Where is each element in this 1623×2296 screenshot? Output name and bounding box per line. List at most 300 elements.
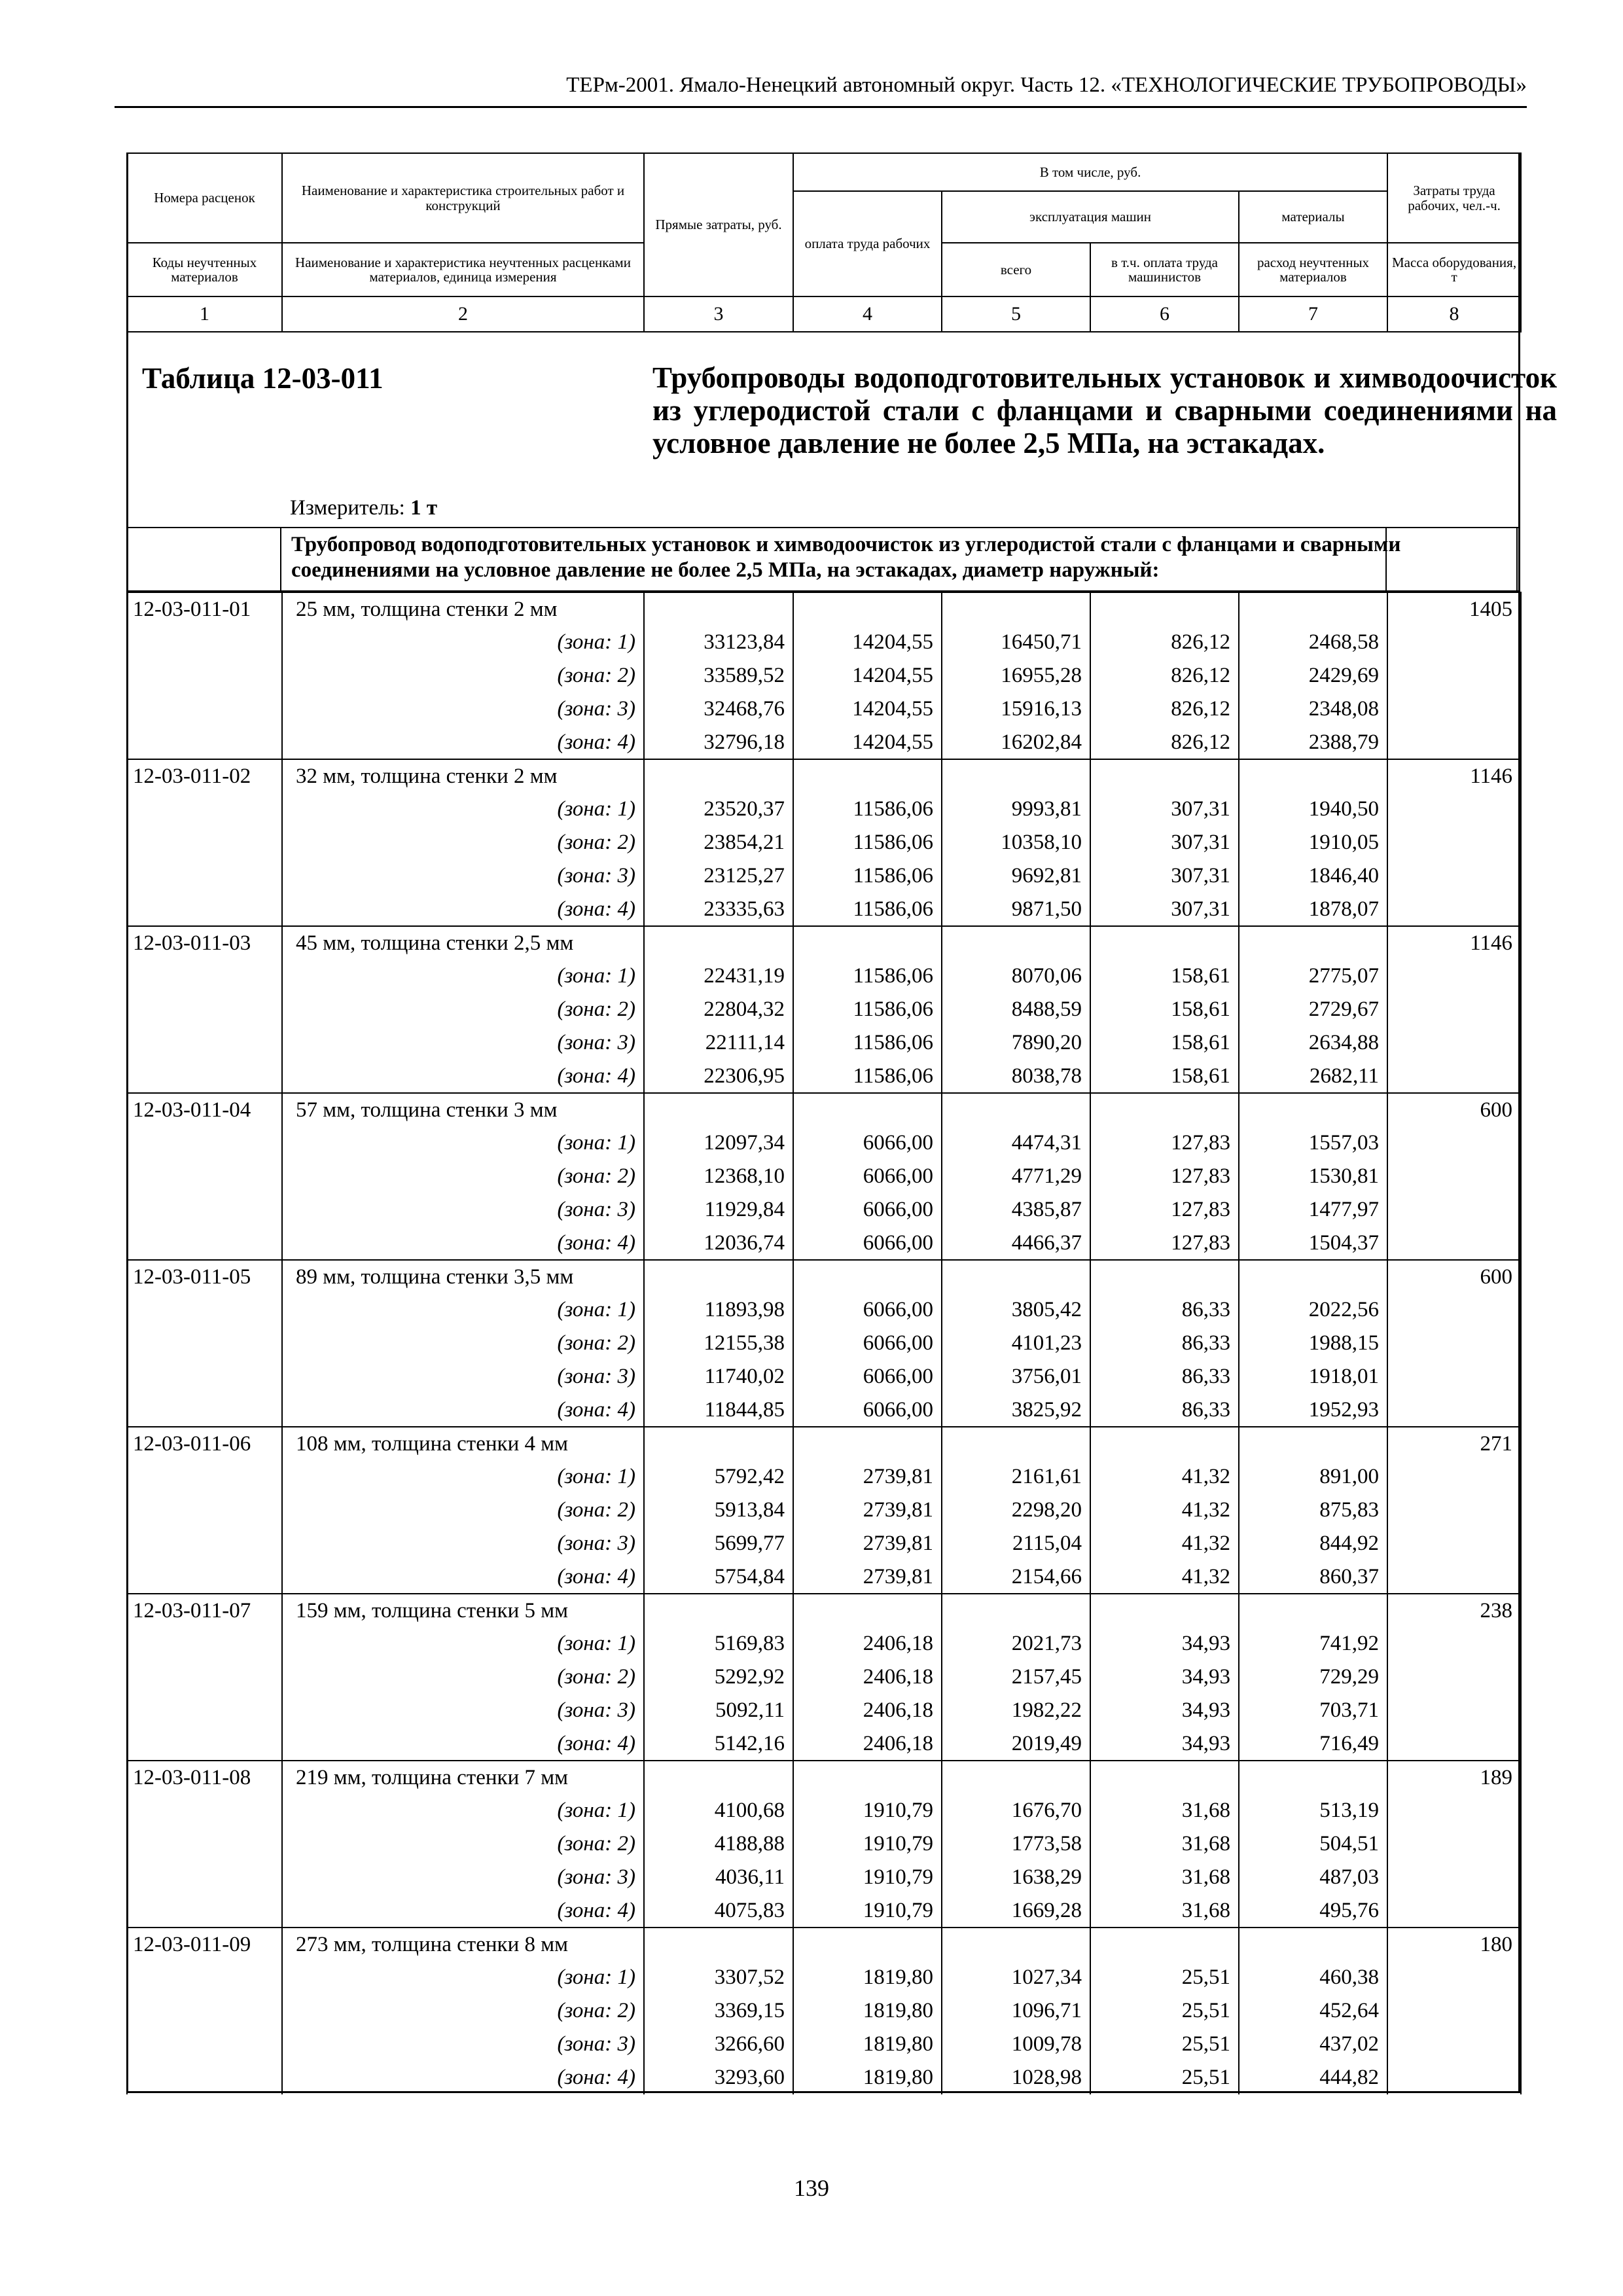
- zone-label: (зона: 3): [282, 1360, 644, 1393]
- zone-row: [127, 1727, 1521, 1761]
- materials-cost: 2468,58: [1239, 626, 1387, 659]
- worker-pay: 1819,80: [793, 2061, 942, 2094]
- direct-costs: 4100,68: [644, 1794, 793, 1827]
- machines-total: 1773,58: [942, 1827, 1090, 1861]
- worker-pay: 14204,55: [793, 626, 942, 659]
- empty-cell: [1387, 726, 1521, 759]
- zone-label: (зона: 3): [282, 692, 644, 726]
- zone-label: (зона: 2): [282, 993, 644, 1026]
- empty-cell: [1387, 1861, 1521, 1894]
- machines-total: 4771,29: [942, 1160, 1090, 1193]
- empty-cell: [127, 1193, 282, 1227]
- machines-total: 2019,49: [942, 1727, 1090, 1761]
- empty-cell: [1090, 1928, 1239, 1961]
- empty-cell: [1387, 1727, 1521, 1761]
- empty-cell: [644, 592, 793, 626]
- header-work-name: Наименование и характеристика строительных работ и конструкций: [282, 153, 644, 243]
- empty-cell: [942, 926, 1090, 960]
- measure-value: 1 т: [410, 496, 438, 520]
- zone-row: [127, 793, 1521, 826]
- empty-cell: [127, 1293, 282, 1327]
- machinist-pay: 826,12: [1090, 626, 1239, 659]
- materials-cost: 2634,88: [1239, 1026, 1387, 1060]
- machines-total: 9993,81: [942, 793, 1090, 826]
- worker-pay: 2739,81: [793, 1560, 942, 1594]
- empty-cell: [127, 726, 282, 759]
- machinist-pay: 158,61: [1090, 993, 1239, 1026]
- zone-row: [127, 1694, 1521, 1727]
- zone-label: (зона: 4): [282, 726, 644, 759]
- empty-cell: [644, 1761, 793, 1794]
- worker-pay: 6066,00: [793, 1293, 942, 1327]
- machinist-pay: 86,33: [1090, 1393, 1239, 1427]
- labor-costs: 189: [1387, 1761, 1521, 1794]
- materials-cost: 1530,81: [1239, 1160, 1387, 1193]
- worker-pay: 2739,81: [793, 1527, 942, 1560]
- empty-cell: [1387, 826, 1521, 859]
- materials-cost: 2348,08: [1239, 692, 1387, 726]
- machinist-pay: 127,83: [1090, 1227, 1239, 1260]
- direct-costs: 11893,98: [644, 1293, 793, 1327]
- worker-pay: 2406,18: [793, 1627, 942, 1660]
- materials-cost: 1557,03: [1239, 1126, 1387, 1160]
- machines-total: 1009,78: [942, 2028, 1090, 2061]
- zone-row: [127, 626, 1521, 659]
- rate-row: [127, 1260, 1521, 1293]
- machinist-pay: 86,33: [1090, 1327, 1239, 1360]
- zone-label: (зона: 1): [282, 1293, 644, 1327]
- empty-cell: [1090, 1594, 1239, 1627]
- worker-pay: 1910,79: [793, 1794, 942, 1827]
- empty-cell: [1387, 1227, 1521, 1260]
- zone-row: [127, 1861, 1521, 1894]
- empty-cell: [127, 793, 282, 826]
- machinist-pay: 41,32: [1090, 1460, 1239, 1494]
- zone-row: [127, 893, 1521, 926]
- zone-label: (зона: 4): [282, 1060, 644, 1093]
- materials-cost: 2022,56: [1239, 1293, 1387, 1327]
- header-material-names: Наименование и характеристика неучтенных расценками материалов, единица измерения: [282, 243, 644, 296]
- zone-label: (зона: 4): [282, 893, 644, 926]
- materials-cost: 1910,05: [1239, 826, 1387, 859]
- machines-total: 2021,73: [942, 1627, 1090, 1660]
- machinist-pay: 307,31: [1090, 826, 1239, 859]
- empty-cell: [1090, 592, 1239, 626]
- empty-cell: [793, 1427, 942, 1460]
- direct-costs: 22111,14: [644, 1026, 793, 1060]
- empty-cell: [127, 626, 282, 659]
- empty-cell: [127, 1961, 282, 1994]
- zone-row: [127, 1026, 1521, 1060]
- empty-cell: [644, 759, 793, 793]
- zone-label: (зона: 1): [282, 1126, 644, 1160]
- empty-cell: [1387, 1961, 1521, 1994]
- materials-cost: 703,71: [1239, 1694, 1387, 1727]
- zone-label: (зона: 4): [282, 1393, 644, 1427]
- materials-cost: 2429,69: [1239, 659, 1387, 692]
- zone-row: [127, 692, 1521, 726]
- worker-pay: 2739,81: [793, 1494, 942, 1527]
- column-number: 2: [282, 296, 644, 332]
- machines-total: 2161,61: [942, 1460, 1090, 1494]
- work-description: 159 мм, толщина стенки 5 мм: [282, 1594, 644, 1627]
- column-number: 6: [1090, 296, 1239, 332]
- materials-cost: 513,19: [1239, 1794, 1387, 1827]
- worker-pay: 14204,55: [793, 726, 942, 759]
- direct-costs: 5699,77: [644, 1527, 793, 1560]
- worker-pay: 11586,06: [793, 993, 942, 1026]
- direct-costs: 12036,74: [644, 1227, 793, 1260]
- empty-cell: [1239, 592, 1387, 626]
- zone-label: (зона: 2): [282, 1827, 644, 1861]
- empty-cell: [942, 1260, 1090, 1293]
- section-heading: [126, 528, 1520, 592]
- materials-cost: 860,37: [1239, 1560, 1387, 1594]
- machinist-pay: 25,51: [1090, 1994, 1239, 2028]
- zone-label: (зона: 1): [282, 1794, 644, 1827]
- materials-cost: 2682,11: [1239, 1060, 1387, 1093]
- empty-cell: [1387, 1193, 1521, 1227]
- machines-total: 4385,87: [942, 1193, 1090, 1227]
- labor-costs: 600: [1387, 1260, 1521, 1293]
- column-number: 7: [1239, 296, 1387, 332]
- direct-costs: 32796,18: [644, 726, 793, 759]
- zone-label: (зона: 4): [282, 1227, 644, 1260]
- empty-cell: [1239, 1427, 1387, 1460]
- header-in-total: В том числе, руб.: [793, 153, 1387, 191]
- machinist-pay: 25,51: [1090, 1961, 1239, 1994]
- empty-cell: [793, 759, 942, 793]
- empty-cell: [127, 1560, 282, 1594]
- zone-row: [127, 1527, 1521, 1560]
- worker-pay: 2406,18: [793, 1694, 942, 1727]
- worker-pay: 11586,06: [793, 793, 942, 826]
- worker-pay: 6066,00: [793, 1193, 942, 1227]
- empty-cell: [127, 960, 282, 993]
- empty-cell: [1387, 1560, 1521, 1594]
- empty-cell: [1387, 692, 1521, 726]
- zone-label: (зона: 3): [282, 1026, 644, 1060]
- machinist-pay: 158,61: [1090, 1026, 1239, 1060]
- empty-cell: [1387, 1894, 1521, 1928]
- materials-cost: 1988,15: [1239, 1327, 1387, 1360]
- zone-label: (зона: 4): [282, 1560, 644, 1594]
- empty-cell: [127, 1627, 282, 1660]
- materials-cost: 2729,67: [1239, 993, 1387, 1026]
- empty-cell: [942, 1093, 1090, 1126]
- header-machine-operation: эксплуатация машин: [942, 191, 1239, 243]
- empty-cell: [793, 1928, 942, 1961]
- empty-cell: [127, 1393, 282, 1427]
- direct-costs: 12097,34: [644, 1126, 793, 1160]
- empty-cell: [793, 1594, 942, 1627]
- zone-row: [127, 1660, 1521, 1694]
- empty-cell: [1387, 659, 1521, 692]
- materials-cost: 1952,93: [1239, 1393, 1387, 1427]
- empty-cell: [127, 859, 282, 893]
- empty-cell: [127, 1827, 282, 1861]
- materials-cost: 891,00: [1239, 1460, 1387, 1494]
- empty-cell: [1239, 1260, 1387, 1293]
- machinist-pay: 41,32: [1090, 1560, 1239, 1594]
- materials-cost: 1504,37: [1239, 1227, 1387, 1260]
- empty-cell: [1387, 1293, 1521, 1327]
- column-number: 5: [942, 296, 1090, 332]
- materials-cost: 1918,01: [1239, 1360, 1387, 1393]
- machinist-pay: 31,68: [1090, 1827, 1239, 1861]
- worker-pay: 6066,00: [793, 1360, 942, 1393]
- machinist-pay: 826,12: [1090, 692, 1239, 726]
- zone-label: (зона: 3): [282, 1861, 644, 1894]
- machinist-pay: 41,32: [1090, 1527, 1239, 1560]
- machines-total: 16955,28: [942, 659, 1090, 692]
- direct-costs: 4188,88: [644, 1827, 793, 1861]
- zone-label: (зона: 4): [282, 1727, 644, 1761]
- header-rate-numbers: Номера расценок: [127, 153, 282, 243]
- column-number: 1: [127, 296, 282, 332]
- direct-costs: 22306,95: [644, 1060, 793, 1093]
- empty-cell: [127, 893, 282, 926]
- empty-cell: [1387, 1360, 1521, 1393]
- machinist-pay: 307,31: [1090, 859, 1239, 893]
- empty-cell: [1387, 1160, 1521, 1193]
- machinist-pay: 41,32: [1090, 1494, 1239, 1527]
- zone-row: [127, 1494, 1521, 1527]
- empty-cell: [127, 1994, 282, 2028]
- zone-label: (зона: 1): [282, 1460, 644, 1494]
- header-materials: материалы: [1239, 191, 1387, 243]
- empty-cell: [127, 1694, 282, 1727]
- running-title: ТЕРм-2001. Ямало-Ненецкий автономный округ. Часть 12. «ТЕХНОЛОГИЧЕСКИЕ ТРУБОПРОВОДЫ»: [566, 73, 1527, 97]
- empty-cell: [127, 1527, 282, 1560]
- machinist-pay: 31,68: [1090, 1861, 1239, 1894]
- zone-label: (зона: 3): [282, 1527, 644, 1560]
- column-number: 3: [644, 296, 793, 332]
- materials-cost: 437,02: [1239, 2028, 1387, 2061]
- empty-cell: [942, 759, 1090, 793]
- zone-row: [127, 659, 1521, 692]
- empty-cell: [1387, 1126, 1521, 1160]
- empty-cell: [1387, 1060, 1521, 1093]
- machines-total: 8038,78: [942, 1060, 1090, 1093]
- table-title: Трубопроводы водоподготовительных установок и химводоочисток из углеродистой стали с фланцами и сварными соединениями на условное давление не более 2,5 МПа, на эстакадах.: [652, 361, 1557, 459]
- worker-pay: 2406,18: [793, 1660, 942, 1694]
- zone-row: [127, 1327, 1521, 1360]
- worker-pay: 6066,00: [793, 1126, 942, 1160]
- rate-code: 12-03-011-02: [127, 759, 282, 793]
- worker-pay: 11586,06: [793, 893, 942, 926]
- column-number: 4: [793, 296, 942, 332]
- labor-costs: 600: [1387, 1093, 1521, 1126]
- header-unaccounted-materials: расход неучтенных материалов: [1239, 243, 1387, 296]
- empty-cell: [1387, 893, 1521, 926]
- direct-costs: 12368,10: [644, 1160, 793, 1193]
- rate-code: 12-03-011-05: [127, 1260, 282, 1293]
- worker-pay: 1910,79: [793, 1894, 942, 1928]
- empty-cell: [1387, 859, 1521, 893]
- zone-row: [127, 1460, 1521, 1494]
- empty-cell: [644, 1093, 793, 1126]
- zone-row: [127, 1126, 1521, 1160]
- zone-label: (зона: 1): [282, 793, 644, 826]
- header-material-codes: Коды неучтенных материалов: [127, 243, 282, 296]
- empty-cell: [127, 2061, 282, 2094]
- direct-costs: 4075,83: [644, 1894, 793, 1928]
- machinist-pay: 158,61: [1090, 1060, 1239, 1093]
- zone-label: (зона: 1): [282, 960, 644, 993]
- empty-cell: [1387, 1026, 1521, 1060]
- work-description: 25 мм, толщина стенки 2 мм: [282, 592, 644, 626]
- empty-cell: [1387, 1660, 1521, 1694]
- zone-row: [127, 1160, 1521, 1193]
- machines-total: 4466,37: [942, 1227, 1090, 1260]
- machinist-pay: 31,68: [1090, 1894, 1239, 1928]
- empty-cell: [1239, 1761, 1387, 1794]
- empty-cell: [127, 1894, 282, 1928]
- empty-cell: [127, 692, 282, 726]
- empty-cell: [644, 1928, 793, 1961]
- machinist-pay: 127,83: [1090, 1126, 1239, 1160]
- empty-cell: [127, 1794, 282, 1827]
- rate-row: [127, 926, 1521, 960]
- rate-code: 12-03-011-09: [127, 1928, 282, 1961]
- machines-total: 9692,81: [942, 859, 1090, 893]
- rate-code: 12-03-011-08: [127, 1761, 282, 1794]
- zone-row: [127, 1560, 1521, 1594]
- empty-cell: [942, 1427, 1090, 1460]
- machines-total: 4101,23: [942, 1327, 1090, 1360]
- empty-cell: [1239, 759, 1387, 793]
- empty-cell: [644, 1260, 793, 1293]
- rate-row: [127, 1761, 1521, 1794]
- empty-cell: [793, 592, 942, 626]
- empty-cell: [127, 1060, 282, 1093]
- direct-costs: 32468,76: [644, 692, 793, 726]
- direct-costs: 22431,19: [644, 960, 793, 993]
- machines-total: 1638,29: [942, 1861, 1090, 1894]
- page-number: 139: [794, 2175, 829, 2201]
- header-worker-pay: оплата труда рабочих: [793, 191, 942, 296]
- empty-cell: [1387, 2061, 1521, 2094]
- zone-label: (зона: 1): [282, 1627, 644, 1660]
- header-direct-costs: Прямые затраты, руб.: [644, 153, 793, 296]
- zone-label: (зона: 2): [282, 1660, 644, 1694]
- zone-row: [127, 1360, 1521, 1393]
- worker-pay: 2406,18: [793, 1727, 942, 1761]
- empty-cell: [127, 1327, 282, 1360]
- column-header-table: [126, 152, 1522, 332]
- direct-costs: 3266,60: [644, 2028, 793, 2061]
- materials-cost: 2388,79: [1239, 726, 1387, 759]
- empty-cell: [644, 926, 793, 960]
- rate-row: [127, 592, 1521, 626]
- section-title: Трубопровод водоподготовительных установок и химводоочисток из углеродистой стали с фланцами и сварными соединениями на условное давление не более 2,5 МПа, на эстакадах, диаметр наружный:: [291, 533, 1401, 582]
- direct-costs: 5169,83: [644, 1627, 793, 1660]
- header-equipment-mass: Масса оборудования, т: [1387, 243, 1521, 296]
- labor-costs: 1405: [1387, 592, 1521, 626]
- direct-costs: 5913,84: [644, 1494, 793, 1527]
- zone-row: [127, 859, 1521, 893]
- zone-row: [127, 1060, 1521, 1093]
- rate-code: 12-03-011-03: [127, 926, 282, 960]
- zone-row: [127, 1961, 1521, 1994]
- machinist-pay: 127,83: [1090, 1160, 1239, 1193]
- empty-cell: [1387, 1327, 1521, 1360]
- empty-cell: [1090, 926, 1239, 960]
- machines-total: 9871,50: [942, 893, 1090, 926]
- empty-cell: [127, 1727, 282, 1761]
- zone-row: [127, 1393, 1521, 1427]
- rate-code: 12-03-011-06: [127, 1427, 282, 1460]
- empty-cell: [127, 659, 282, 692]
- empty-cell: [1387, 1627, 1521, 1660]
- rate-row: [127, 1594, 1521, 1627]
- worker-pay: 6066,00: [793, 1160, 942, 1193]
- empty-cell: [942, 1761, 1090, 1794]
- machines-total: 1027,34: [942, 1961, 1090, 1994]
- direct-costs: 11844,85: [644, 1393, 793, 1427]
- table-title-block: [126, 334, 1557, 528]
- machines-total: 1982,22: [942, 1694, 1090, 1727]
- materials-cost: 741,92: [1239, 1627, 1387, 1660]
- worker-pay: 11586,06: [793, 859, 942, 893]
- zone-row: [127, 1227, 1521, 1260]
- zone-row: [127, 993, 1521, 1026]
- empty-cell: [1239, 1594, 1387, 1627]
- empty-cell: [1090, 1427, 1239, 1460]
- table-number: Таблица 12-03-011: [142, 362, 383, 395]
- materials-cost: 875,83: [1239, 1494, 1387, 1527]
- machines-total: 7890,20: [942, 1026, 1090, 1060]
- direct-costs: 5754,84: [644, 1560, 793, 1594]
- materials-cost: 1846,40: [1239, 859, 1387, 893]
- zone-row: [127, 1827, 1521, 1861]
- empty-cell: [127, 993, 282, 1026]
- machines-total: 4474,31: [942, 1126, 1090, 1160]
- zone-label: (зона: 3): [282, 1193, 644, 1227]
- empty-cell: [793, 1260, 942, 1293]
- materials-cost: 729,29: [1239, 1660, 1387, 1694]
- empty-cell: [127, 826, 282, 859]
- empty-cell: [1090, 1260, 1239, 1293]
- empty-cell: [127, 1494, 282, 1527]
- empty-cell: [1387, 1694, 1521, 1727]
- empty-cell: [127, 1460, 282, 1494]
- worker-pay: 6066,00: [793, 1393, 942, 1427]
- materials-cost: 444,82: [1239, 2061, 1387, 2094]
- work-description: 45 мм, толщина стенки 2,5 мм: [282, 926, 644, 960]
- empty-cell: [1090, 1093, 1239, 1126]
- zone-label: (зона: 1): [282, 1961, 644, 1994]
- machinist-pay: 25,51: [1090, 2028, 1239, 2061]
- empty-cell: [1387, 1827, 1521, 1861]
- empty-cell: [644, 1427, 793, 1460]
- rate-code: 12-03-011-04: [127, 1093, 282, 1126]
- header-labor-costs: Затраты труда рабочих, чел.-ч.: [1387, 153, 1521, 243]
- work-description: 89 мм, толщина стенки 3,5 мм: [282, 1260, 644, 1293]
- rate-code: 12-03-011-01: [127, 592, 282, 626]
- direct-costs: 5792,42: [644, 1460, 793, 1494]
- empty-cell: [793, 1761, 942, 1794]
- work-description: 32 мм, толщина стенки 2 мм: [282, 759, 644, 793]
- empty-cell: [1090, 1761, 1239, 1794]
- zone-row: [127, 1794, 1521, 1827]
- worker-pay: 11586,06: [793, 826, 942, 859]
- machinist-pay: 34,93: [1090, 1694, 1239, 1727]
- direct-costs: 5292,92: [644, 1660, 793, 1694]
- zone-label: (зона: 2): [282, 1160, 644, 1193]
- machinist-pay: 25,51: [1090, 2061, 1239, 2094]
